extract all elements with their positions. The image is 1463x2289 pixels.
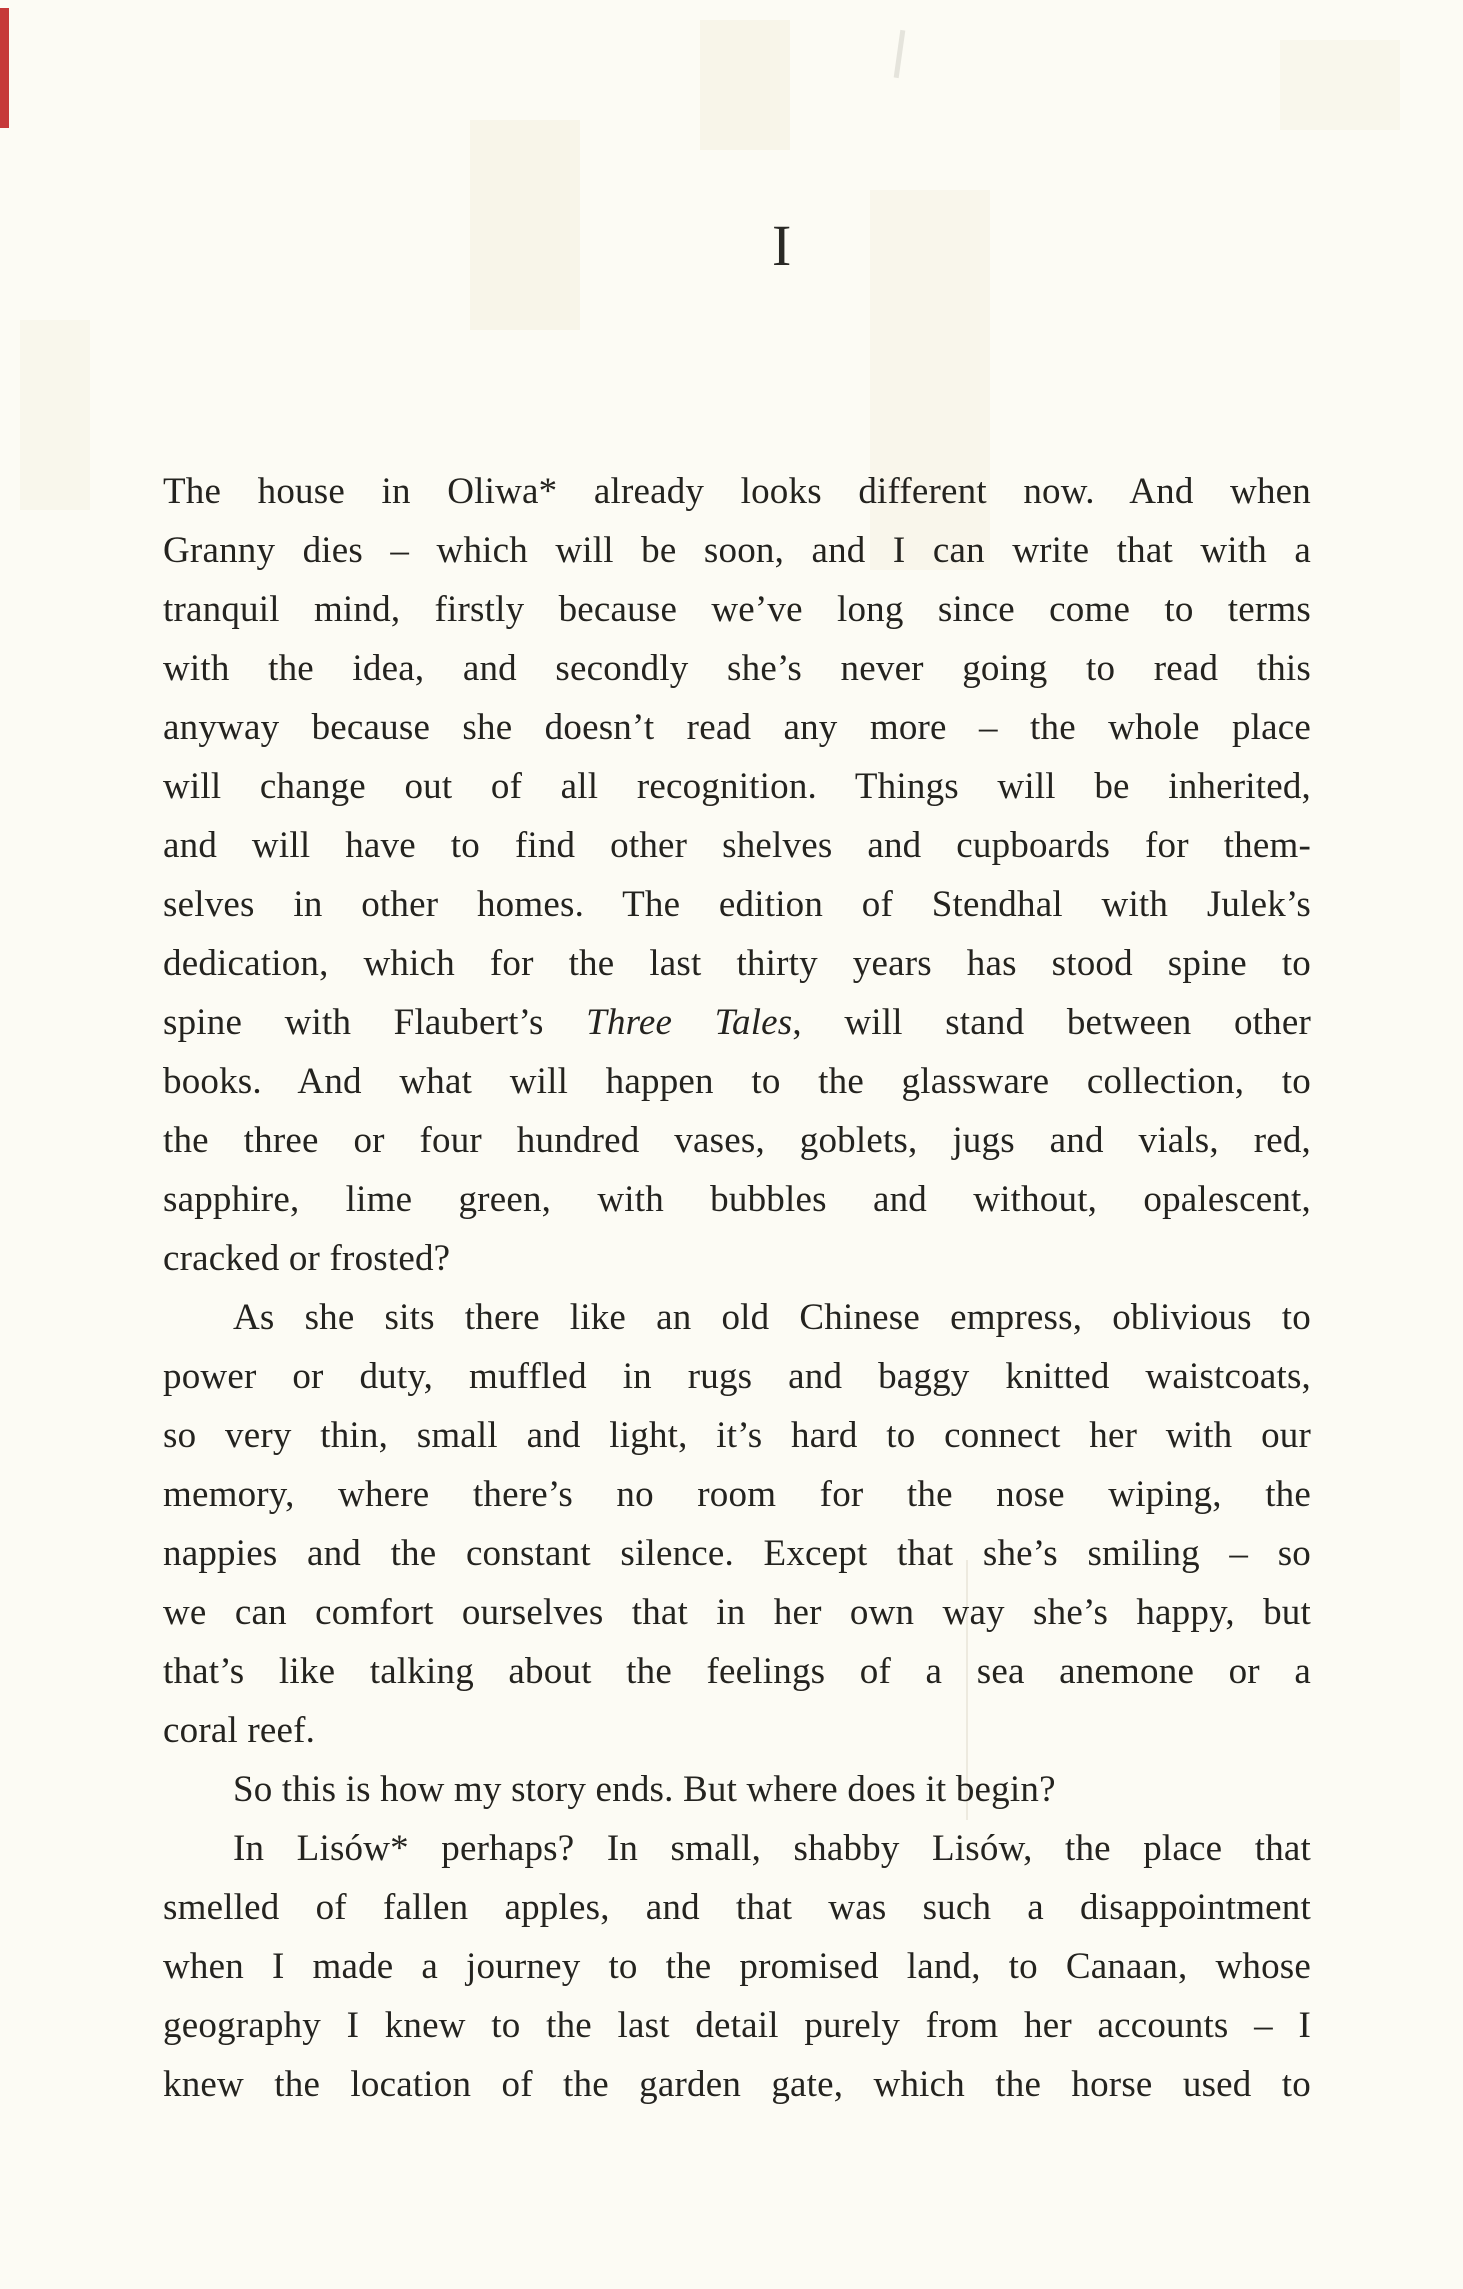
scan-mark-artifact [894, 30, 906, 78]
text-line [163, 639, 1311, 698]
text-segment: The house in Oliwa* already looks different now. And when [163, 471, 1311, 512]
text-line [163, 580, 1311, 639]
text-line [163, 816, 1311, 875]
text-line [163, 1760, 1311, 1819]
text-line [163, 1996, 1311, 2055]
text-segment: nappies and the constant silence. Except that she’s smiling – so [163, 1533, 1311, 1574]
text-line [163, 1701, 1311, 1760]
text-segment: power or duty, muffled in rugs and baggy knitted waistcoats, [163, 1356, 1311, 1397]
text-segment: will change out of all recognition. Things will be inherited, [163, 766, 1311, 807]
text-line [163, 993, 1311, 1052]
text-block [163, 462, 1311, 2114]
text-segment: anyway because she doesn’t read any more – the whole place [163, 707, 1311, 748]
text-segment: geography I knew to the last detail purely from her accounts – I [163, 2005, 1311, 2046]
text-line [163, 1819, 1311, 1878]
text-segment: memory, where there’s no room for the nose wiping, the [163, 1474, 1311, 1515]
text-segment: tranquil mind, firstly because we’ve long since come to terms [163, 589, 1311, 630]
text-segment: sapphire, lime green, with bubbles and without, opalescent, [163, 1179, 1311, 1220]
text-line [163, 1347, 1311, 1406]
text-line [163, 1878, 1311, 1937]
text-segment: books. And what will happen to the glassware collection, to [163, 1061, 1311, 1102]
text-line [163, 875, 1311, 934]
red-stripe-artifact [0, 8, 9, 128]
text-line [163, 1524, 1311, 1583]
scan-artifact [1280, 40, 1400, 130]
text-segment: knew the location of the garden gate, which the horse used to [163, 2064, 1311, 2105]
text-segment: As she sits there like an old Chinese empress, oblivious to [233, 1297, 1311, 1338]
text-segment: we can comfort ourselves that in her own way she’s happy, but [163, 1592, 1311, 1633]
scan-artifact [470, 120, 580, 330]
text-segment: when I made a journey to the promised land, to Canaan, whose [163, 1946, 1311, 1987]
text-segment: and will have to find other shelves and cupboards for them- [163, 825, 1311, 866]
text-line [163, 698, 1311, 757]
text-line [163, 521, 1311, 580]
text-segment: the three or four hundred vases, goblets, jugs and vials, red, [163, 1120, 1311, 1161]
scan-artifact [20, 320, 90, 510]
text-line [163, 462, 1311, 521]
text-line [163, 2055, 1311, 2114]
scan-artifact [700, 20, 790, 150]
text-line [163, 1111, 1311, 1170]
text-line [163, 1642, 1311, 1701]
italic-text-segment: Three Tales [586, 1002, 793, 1043]
text-segment: so very thin, small and light, it’s hard to connect her with our [163, 1415, 1311, 1456]
text-line [163, 1583, 1311, 1642]
text-segment: coral reef. [163, 1710, 316, 1751]
text-segment: So this is how my story ends. But where does it begin? [233, 1769, 1056, 1810]
text-segment: cracked or frosted? [163, 1238, 451, 1279]
text-segment: In Lisów* perhaps? In small, shabby Lisów, the place that [233, 1828, 1311, 1869]
chapter-numeral: I [772, 213, 792, 278]
text-segment: selves in other homes. The edition of Stendhal with Julek’s [163, 884, 1311, 925]
text-segment: smelled of fallen apples, and that was such a disappointment [163, 1887, 1311, 1928]
text-line [163, 1170, 1311, 1229]
text-line [163, 757, 1311, 816]
text-segment: dedication, which for the last thirty years has stood spine to [163, 943, 1311, 984]
text-line [163, 1229, 1311, 1288]
text-line [163, 934, 1311, 993]
text-segment: spine with Flaubert’s [163, 1002, 587, 1043]
text-segment: , will stand between other [792, 1002, 1312, 1043]
text-line [163, 1406, 1311, 1465]
text-line [163, 1465, 1311, 1524]
text-line [163, 1288, 1311, 1347]
text-line [163, 1937, 1311, 1996]
text-segment: Granny dies – which will be soon, and I can write that with a [163, 530, 1311, 571]
text-segment: that’s like talking about the feelings of a sea anemone or a [163, 1651, 1311, 1692]
text-segment: with the idea, and secondly she’s never going to read this [163, 648, 1311, 689]
text-line [163, 1052, 1311, 1111]
